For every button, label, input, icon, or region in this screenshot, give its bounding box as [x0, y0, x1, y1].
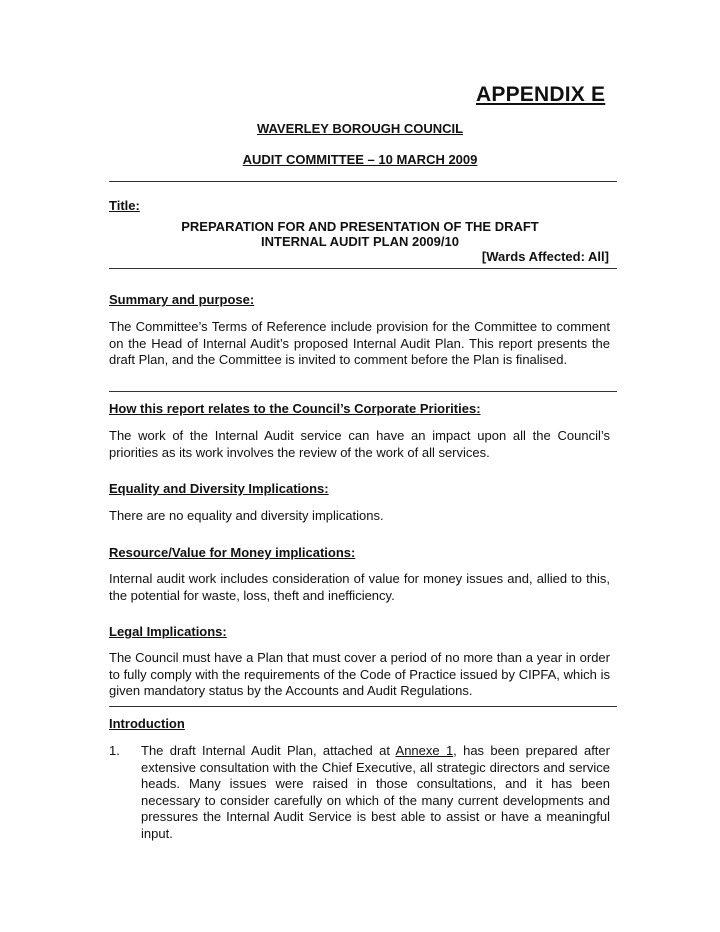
divider [109, 706, 617, 707]
list-item-number: 1. [109, 743, 120, 758]
committee-date: AUDIT COMMITTEE – 10 MARCH 2009 [242, 152, 478, 167]
divider [109, 268, 617, 269]
council-name: WAVERLEY BOROUGH COUNCIL [256, 121, 464, 136]
resource-heading: Resource/Value for Money implications: [109, 545, 356, 560]
title-line-1: PREPARATION FOR AND PRESENTATION OF THE DRAFT [181, 219, 539, 234]
annexe-link[interactable]: Annexe 1 [395, 743, 454, 758]
equality-body: There are no equality and diversity implications. [109, 508, 384, 523]
list-item-text: , has been prepared after extensive consultation with the Chief Executive, all strategic directors and service heads. Many issues were raised in those consultations, and it has been necessary to consider carefully on which of the many current developments and pressures the Internal Audit Service is best able to assist or have a meaningful input. [141, 743, 610, 841]
divider [109, 181, 617, 182]
priorities-body: The work of the Internal Audit service can have an impact upon all the Council’s priorities as its work involves the review of the work of all services. [109, 428, 610, 460]
summary-heading: Summary and purpose: [109, 292, 255, 307]
title-line-2: INTERNAL AUDIT PLAN 2009/10 [261, 234, 459, 249]
legal-body: The Council must have a Plan that must cover a period of no more than a year in order to fully comply with the requirements of the Code of Practice issued by CIPFA, which is given mandatory status by the Accounts and Audit Regulations. [109, 650, 610, 698]
priorities-heading: How this report relates to the Council’s Corporate Priorities: [109, 401, 481, 416]
equality-heading: Equality and Diversity Implications: [109, 481, 329, 496]
list-item-text: The draft Internal Audit Plan, attached at [141, 743, 396, 758]
wards-affected: [Wards Affected: All] [481, 249, 609, 264]
legal-heading: Legal Implications: [109, 624, 227, 639]
resource-body: Internal audit work includes consideration of value for money issues and, allied to this, the potential for waste, loss, theft and inefficiency. [109, 571, 610, 603]
summary-body: The Committee’s Terms of Reference include provision for the Committee to comment on the Head of Internal Audit’s proposed Internal Audit Plan. This report presents the draft Plan, and the Committee is invited to comment before the Plan is finalised. [109, 319, 610, 367]
divider [109, 391, 617, 392]
title-label: Title: [109, 198, 140, 213]
list-item [141, 743, 610, 842]
appendix-label: APPENDIX E [476, 83, 606, 106]
introduction-heading: Introduction [109, 716, 185, 731]
